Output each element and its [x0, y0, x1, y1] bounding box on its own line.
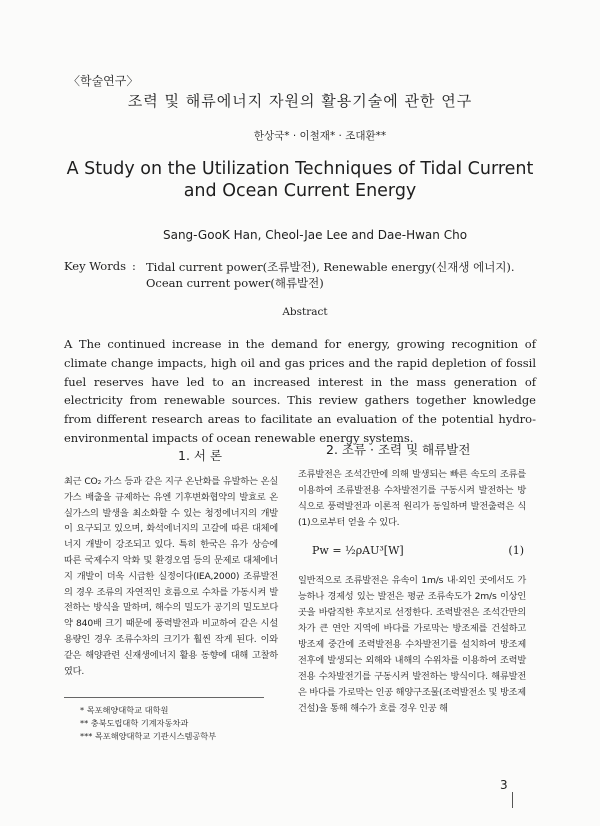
footnote-divider	[64, 697, 264, 698]
keywords-label: Key Words	[64, 259, 126, 273]
korean-title: 조력 및 해류에너지 자원의 활용기술에 관한 연구	[127, 92, 473, 110]
section-2-paragraph-1: 조류발전은 조석간만에 의해 발생되는 빠른 속도의 조류를 이용하여 조류발전용 수차발전기를 구동시켜 발전하는 방식으로 풍력발전과 이론적 원리가 동일하며 발전출력은 식(1)으로부터 얻을 수 있다.	[298, 469, 526, 528]
section-1-heading: 1. 서 론	[178, 448, 223, 463]
keywords-colon: :	[132, 259, 136, 273]
right-column	[298, 467, 526, 531]
abstract-body	[64, 335, 536, 448]
english-title-line-2: and Ocean Current Energy	[183, 181, 417, 201]
page-number-rule	[512, 792, 513, 808]
english-authors: Sang-GooK Han, Cheol-Jae Lee and Dae-Hwan Cho	[162, 228, 468, 242]
abstract-text: A The continued increase in the demand for energy, growing recognition of climate change impacts, high oil and gas prices and the rapid depletion of fossil fuel reserves have led to an increased interest in the mass generation of electricity from renewable sources. This review gathers together knowledge from different research areas to facilitate an evaluation of the potential hydro-environmental impacts of ocean renewable energy systems.	[64, 337, 536, 445]
footnote-2: ** 충북도립대학 기계자동차과	[80, 717, 189, 728]
keywords-line-2: Ocean current power(해류발전)	[146, 276, 324, 290]
equation-1	[312, 544, 524, 557]
english-title	[0, 158, 600, 202]
equation-formula: Pw = ½ρAU³[W]	[312, 544, 404, 557]
footnote-1: * 목포해양대학교 대학원	[80, 705, 169, 715]
english-title-line-1: A Study on the Utilization Techniques of Tidal Current	[66, 159, 534, 179]
footnote-3: *** 목포해양대학교 기관시스템공학부	[80, 730, 217, 741]
korean-authors: 한상국* · 이철재* · 조대환**	[253, 130, 387, 142]
equation-number: (1)	[508, 544, 524, 557]
section-2-heading: 2. 조류 · 조력 및 해류발전	[326, 442, 471, 457]
page-number: 3	[500, 778, 508, 792]
left-column	[64, 474, 278, 679]
keywords-line-1: Tidal current power(조류발전), Renewable energy(신재생 에너지).	[146, 260, 515, 274]
footnotes	[80, 704, 216, 742]
section-1-paragraph: 최근 CO₂ 가스 등과 같은 지구 온난화를 유발하는 온실가스 배출을 규제하는 유엔 기후변화협약의 발효로 온실가스의 발생을 최소화할 수 있는 청정에너지의 개발이 요구되고 있으며, 화석에너지의 고갈에 따른 대체에너지 개발이 강조되고 있다. 특히 한국은 유가 상승에 따른 국제수지 악화 및 환경오염 등의 문제로 대체에너지 개발이 더욱 시급한 실정이다(IEA,2000) 조류발전의 경우 조류의 자연적인 흐름으로 수차를 가동시켜 발전하는 방식을 말하며, 해수의 밀도가 공기의 밀도보다 약 840배 크기 때문에 풍력발전과 비교하여 같은 시설용량인 경우 조류수차의 크기가 훨씬 작게 된다. 이와 같은 해양관련 신재생에너지 활용 동향에 대해 고찰하였다.	[64, 476, 278, 677]
right-column-continued	[298, 573, 526, 717]
section-2-paragraph-2: 일반적으로 조류발전은 유속이 1m/s 내·외인 곳에서도 가능하나 경제성 있는 발전은 평균 조류속도가 2m/s 이상인 곳을 바람직한 후보지로 선정한다. 조력발전은 조석간만의 차가 큰 연안 지역에 바다를 가로막는 방조제를 건설하고 방조제 중간에 조력발전용 수차발전기를 설치하여 방조제 전후에 발생되는 외해와 내해의 수위차를 이용하여 조력발전용 수차발전기를 구동시켜 발전하는 방식이다. 해류발전은 바다를 가로막는 인공 해양구조물(조력발전소 및 방조제 건설)을 통해 해수가 흐를 경우 인공 해	[298, 575, 526, 714]
abstract-heading: Abstract	[282, 306, 328, 318]
article-category: 〈학술연구〉	[68, 74, 139, 88]
